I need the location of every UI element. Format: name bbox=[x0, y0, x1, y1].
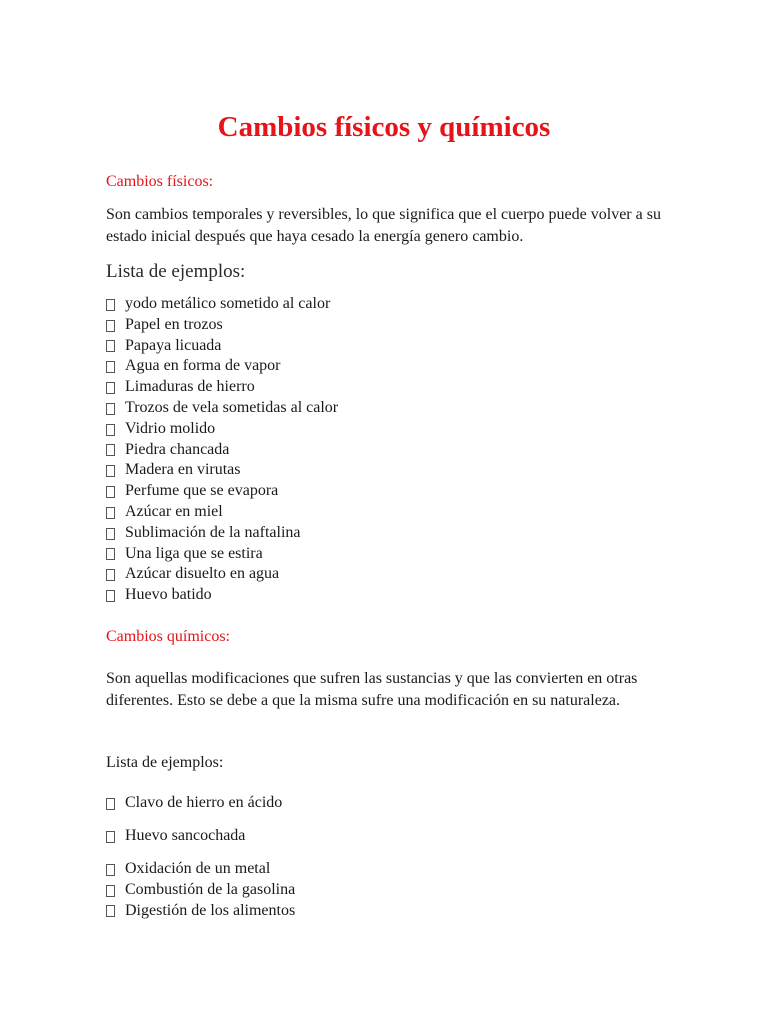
list-item-text: yodo metálico sometido al calor bbox=[125, 295, 331, 312]
list-item-text: Papaya licuada bbox=[125, 336, 222, 354]
list-item bbox=[106, 356, 338, 377]
bullet-box-icon bbox=[106, 548, 115, 560]
list-item bbox=[106, 523, 338, 544]
list-item bbox=[106, 440, 338, 461]
bullet-box-icon bbox=[106, 507, 115, 519]
list-item bbox=[106, 901, 295, 922]
list-item bbox=[106, 793, 282, 814]
list-item bbox=[106, 294, 338, 315]
bullet-box-icon bbox=[106, 528, 115, 540]
bullet-box-icon bbox=[106, 299, 115, 311]
bullet-box-icon bbox=[106, 340, 115, 352]
list-item-text: Huevo batido bbox=[125, 586, 212, 604]
list-item-text: Combustión de la gasolina bbox=[125, 880, 296, 898]
list-item bbox=[106, 460, 338, 481]
list-item-text: Azúcar disuelto en agua bbox=[125, 565, 280, 583]
bullet-box-icon bbox=[106, 864, 115, 876]
chemical-changes-heading: Cambios químicos: bbox=[106, 628, 230, 645]
list-item-text: Sublimación de la naftalina bbox=[125, 523, 301, 541]
list-item bbox=[106, 859, 295, 880]
chemical-changes-definition: Son aquellas modificaciones que sufren las sustancias y que las convierten en otras diferentes. Esto se debe a que la misma sufre una modificación en su naturaleza. bbox=[106, 670, 638, 709]
bullet-box-icon bbox=[106, 569, 115, 581]
list-item-text: Trozos de vela sometidas al calor bbox=[125, 398, 339, 416]
list-item-text: Madera en virutas bbox=[125, 461, 241, 479]
list-item bbox=[106, 826, 245, 847]
bullet-box-icon bbox=[106, 382, 115, 394]
list-item-text: Agua en forma de vapor bbox=[125, 357, 281, 375]
bullet-box-icon bbox=[106, 403, 115, 415]
list-item-text: Oxidación de un metal bbox=[125, 860, 271, 877]
list-item-text: Piedra chancada bbox=[125, 440, 230, 458]
bullet-box-icon bbox=[106, 590, 115, 602]
bullet-box-icon bbox=[106, 798, 115, 810]
physical-examples-list bbox=[106, 294, 338, 606]
bullet-box-icon bbox=[106, 831, 115, 843]
chemical-examples-list-1 bbox=[106, 793, 282, 814]
list-item bbox=[106, 336, 338, 357]
list-item bbox=[106, 880, 295, 901]
bullet-box-icon bbox=[106, 486, 115, 498]
physical-changes-heading: Cambios físicos: bbox=[106, 173, 214, 190]
bullet-box-icon bbox=[106, 905, 115, 917]
bullet-box-icon bbox=[106, 885, 115, 897]
list-item bbox=[106, 502, 338, 523]
list-item bbox=[106, 377, 338, 398]
bullet-box-icon bbox=[106, 444, 115, 456]
list-item bbox=[106, 481, 338, 502]
list-item bbox=[106, 398, 338, 419]
bullet-box-icon bbox=[106, 361, 115, 373]
physical-changes-definition: Son cambios temporales y reversibles, lo que significa que el cuerpo puede volver a su estado inicial después que haya cesado la energía genero cambio. bbox=[106, 206, 661, 245]
list-item-text: Limaduras de hierro bbox=[125, 378, 255, 396]
physical-examples-heading: Lista de ejemplos: bbox=[106, 261, 246, 282]
list-item-text: Huevo sancochada bbox=[125, 827, 246, 844]
list-item-text: Perfume que se evapora bbox=[125, 482, 279, 500]
list-item-text: Papel en trozos bbox=[125, 315, 223, 333]
bullet-box-icon bbox=[106, 320, 115, 332]
chemical-examples-list-2 bbox=[106, 826, 245, 847]
chemical-examples-list-3 bbox=[106, 859, 295, 921]
list-item bbox=[106, 544, 338, 565]
list-item bbox=[106, 564, 338, 585]
page-title: Cambios físicos y químicos bbox=[217, 111, 551, 144]
bullet-box-icon bbox=[106, 424, 115, 436]
list-item bbox=[106, 315, 338, 336]
list-item-text: Clavo de hierro en ácido bbox=[125, 794, 283, 811]
list-item bbox=[106, 585, 338, 606]
list-item-text: Vidrio molido bbox=[125, 419, 216, 437]
list-item bbox=[106, 419, 338, 440]
list-item-text: Azúcar en miel bbox=[125, 502, 223, 520]
bullet-box-icon bbox=[106, 465, 115, 477]
list-item-text: Digestión de los alimentos bbox=[125, 901, 296, 919]
chemical-examples-heading: Lista de ejemplos: bbox=[106, 754, 224, 771]
list-item-text: Una liga que se estira bbox=[125, 544, 263, 562]
